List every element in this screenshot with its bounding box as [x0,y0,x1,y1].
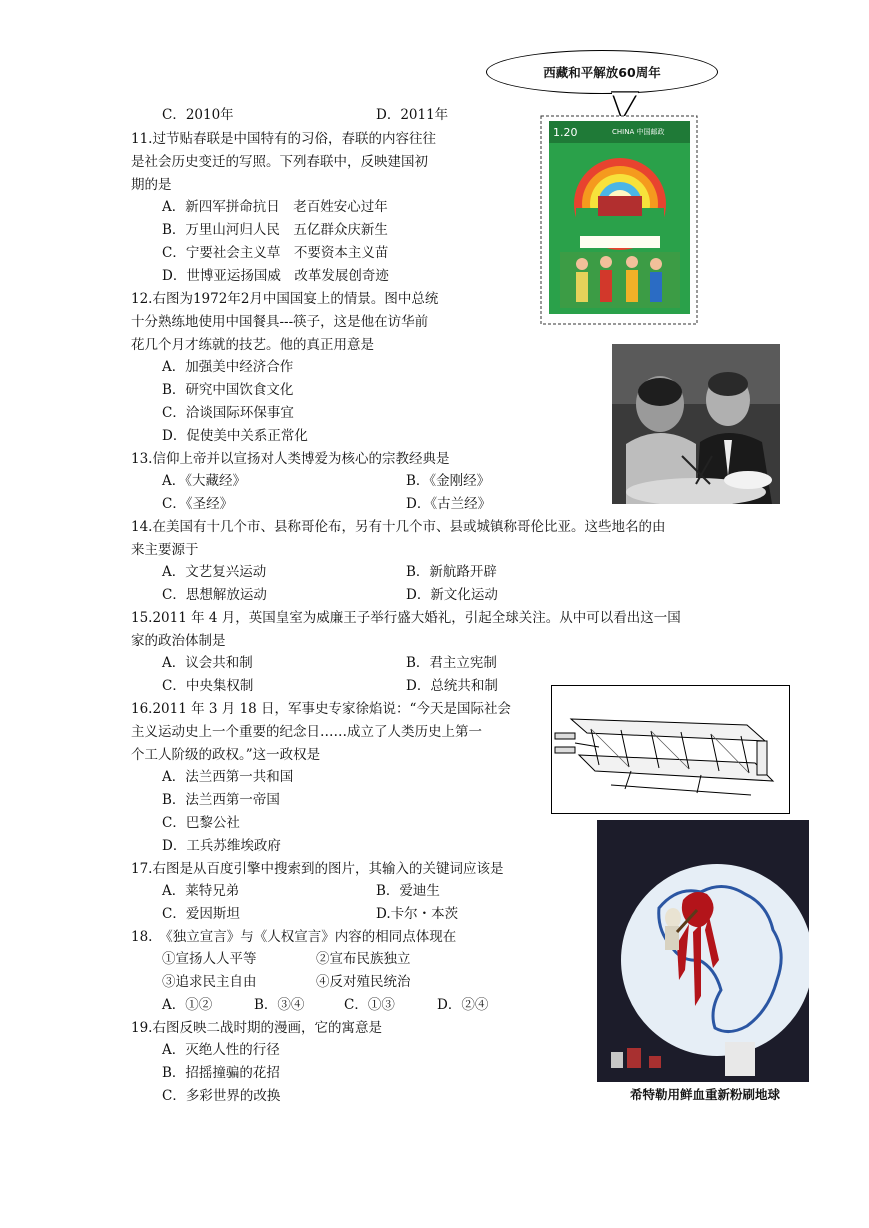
stamp-denomination: 1.20 [553,126,578,139]
q18-option-b: B．③④ [254,997,305,1013]
q18-item-2: ②宣布民族独立 [316,951,411,967]
q18-stem-line1: 18. 《独立宣言》与《人权宣言》内容的相同点体现在 [131,929,457,945]
stamp-figure [540,86,710,326]
q11-option-c: C．宁要社会主义草 不要资本主义苗 [162,245,389,261]
q17-option-c: C．爱因斯坦 [162,906,240,922]
q12-stem-line3: 花几个月才练就的技艺。他的真正用意是 [131,337,374,353]
q13-option-b: B．《金刚经》 [406,473,491,489]
q12-option-a: A．加强美中经济合作 [162,359,294,375]
q13-option-d: D．《古兰经》 [406,496,492,512]
q12-stem-line2: 十分熟练地使用中国餐具---筷子，这是他在访华前 [131,314,429,330]
q13-option-c: C．《圣经》 [162,496,234,512]
q14-option-d: D．新文化运动 [406,587,498,603]
stamp-caption: 西藏和平解放60周年 [543,65,661,80]
q11-option-d: D．世博亚运扬国威 改革发展创奇迹 [162,268,389,284]
q17-option-d: D.卡尔・本茨 [376,906,459,922]
q11-stem-line3: 期的是 [131,177,172,193]
q12-stem-line1: 12.右图为1972年2月中国国宴上的情景。图中总统 [131,291,439,307]
q16-option-a: A．法兰西第一共和国 [162,769,294,785]
q14-stem-line2: 来主要源于 [131,542,199,558]
q11-option-a: A．新四军拼命抗日 老百姓安心过年 [162,199,388,215]
airplane-illustration [551,685,791,815]
q18-item-1: ①宣扬人人平等 [162,951,257,967]
prev-option-c: C．2010年 [162,107,234,123]
q15-stem-line1: 15.2011 年 4 月，英国皇室为威廉王子举行盛大婚礼，引起全球关注。从中可以看出这一国 [131,610,681,626]
q11-option-b: B．万里山河归人民 五亿群众庆新生 [162,222,388,238]
cartoon-caption: 希特勒用鲜血重新粉刷地球 [629,1087,780,1102]
q11-stem-line1: 11.过节贴春联是中国特有的习俗，春联的内容往往 [131,131,436,147]
q11-stem-line2: 是社会历史变迁的写照。下列春联中，反映建国初 [131,154,428,170]
q19-option-b: B．招摇撞骗的花招 [162,1065,280,1081]
banquet-photo [612,344,780,504]
q14-option-b: B．新航路开辟 [406,564,497,580]
q17-option-b: B．爱迪生 [376,883,440,899]
q12-option-b: B．研究中国饮食文化 [162,382,294,398]
q13-option-a: A．《大藏经》 [162,473,246,489]
q12-option-c: C．洽谈国际环保事宜 [162,405,294,421]
q14-option-c: C．思想解放运动 [162,587,267,603]
q16-option-c: C．巴黎公社 [162,815,240,831]
wwii-cartoon [597,820,809,1082]
q18-option-a: A．①② [162,997,213,1013]
q12-option-d: D．促使美中关系正常化 [162,428,308,444]
stamp-issuer: CHINA 中国邮政 [612,128,665,136]
q15-stem-line2: 家的政治体制是 [131,633,226,649]
q15-option-c: C．中央集权制 [162,678,254,694]
q16-stem-line3: 个工人阶级的政权。”这一政权是 [131,747,321,763]
q15-option-a: A．议会共和制 [162,655,253,671]
q16-option-d: D．工兵苏维埃政府 [162,838,281,854]
q17-option-a: A．莱特兄弟 [162,883,240,899]
q18-option-c: C．①③ [344,997,395,1013]
q19-option-a: A．灭绝人性的行径 [162,1042,280,1058]
q14-option-a: A．文艺复兴运动 [162,564,267,580]
q16-stem-line2: 主义运动史上一个重要的纪念日……成立了人类历史上第一 [131,724,482,740]
q18-item-3: ③追求民主自由 [162,974,257,990]
q14-stem-line1: 14.在美国有十几个市、县称哥伦布，另有十几个市、县或城镇称哥伦比亚。这些地名的由 [131,519,666,535]
q13-stem-line1: 13.信仰上帝并以宣扬对人类博爱为核心的宗教经典是 [131,451,450,467]
q18-option-d: D．②④ [437,997,489,1013]
q19-option-c: C．多彩世界的改换 [162,1088,281,1104]
q18-item-4: ④反对殖民统治 [316,974,411,990]
prev-option-d: D．2011年 [376,107,449,123]
q19-stem-line1: 19.右图反映二战时期的漫画，它的寓意是 [131,1020,382,1036]
q16-option-b: B．法兰西第一帝国 [162,792,280,808]
q17-stem-line1: 17.右图是从百度引擎中搜索到的图片，其输入的关键词应该是 [131,861,504,877]
q16-stem-line1: 16.2011 年 3 月 18 日，军事史专家徐焰说：“今天是国际社会 [131,701,511,717]
q15-option-d: D．总统共和制 [406,678,498,694]
q15-option-b: B．君主立宪制 [406,655,497,671]
